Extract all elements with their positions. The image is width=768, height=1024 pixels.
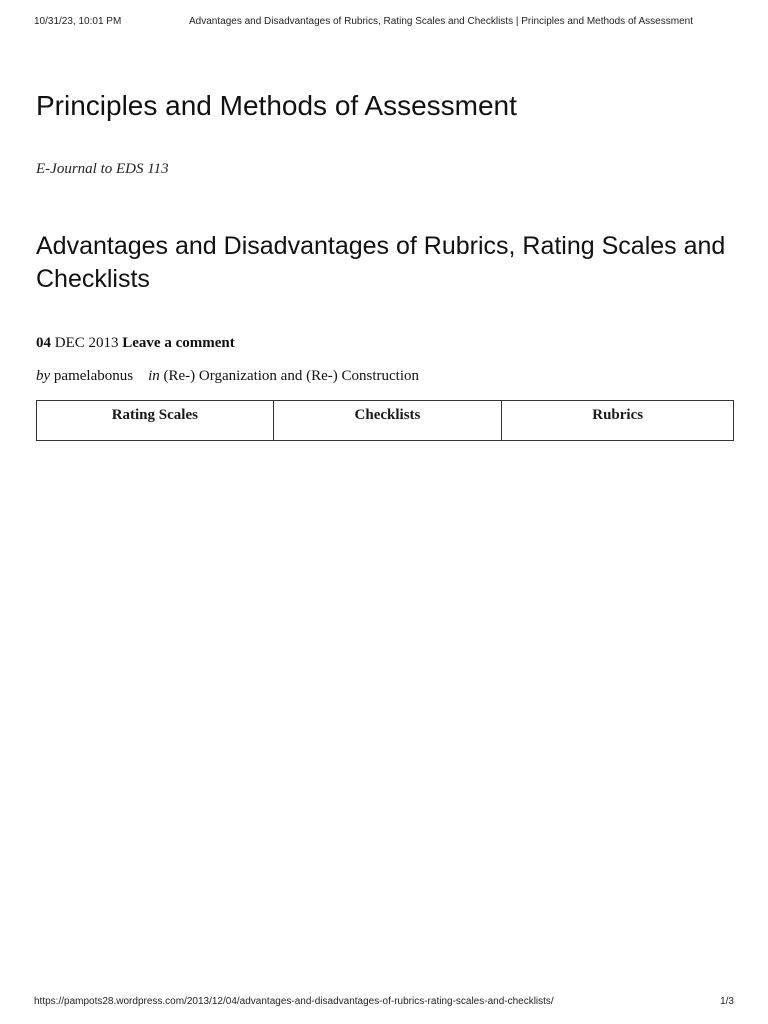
print-url: https://pampots28.wordpress.com/2013/12/04/advantages-and-disadvantages-of-rubrics-rating-scales-and-checklists/ xyxy=(34,996,554,1007)
post-date-day: 04 xyxy=(36,335,51,351)
in-label: in xyxy=(148,368,160,384)
comparison-table xyxy=(36,400,734,441)
print-datetime: 10/31/23, 10:01 PM xyxy=(34,16,122,27)
category-link[interactable]: (Re-) Organization and (Re-) Construction xyxy=(163,368,419,384)
post-date-line xyxy=(36,335,235,352)
site-description: E-Journal to EDS 113 xyxy=(36,161,169,177)
table-header-row xyxy=(37,401,734,441)
by-label: by xyxy=(36,368,51,384)
print-page-title: Advantages and Disadvantages of Rubrics, Rating Scales and Checklists | Principles and Methods of Assessment xyxy=(189,16,693,27)
column-header-checklists: Checklists xyxy=(273,401,502,441)
site-title[interactable]: Principles and Methods of Assessment xyxy=(36,90,517,121)
post-date-month-year: DEC 2013 xyxy=(54,335,119,351)
author-link[interactable]: pamelabonus xyxy=(53,368,134,384)
print-header xyxy=(34,16,734,30)
column-header-rating-scales: Rating Scales xyxy=(37,401,274,441)
leave-comment-link[interactable]: Leave a comment xyxy=(122,335,235,351)
post-meta-line xyxy=(36,368,419,385)
column-header-rubrics: Rubrics xyxy=(502,401,734,441)
print-footer xyxy=(34,996,734,1010)
post-title: Advantages and Disadvantages of Rubrics, Rating Scales and Checklists xyxy=(36,232,726,293)
print-page-number: 1/3 xyxy=(720,996,734,1007)
